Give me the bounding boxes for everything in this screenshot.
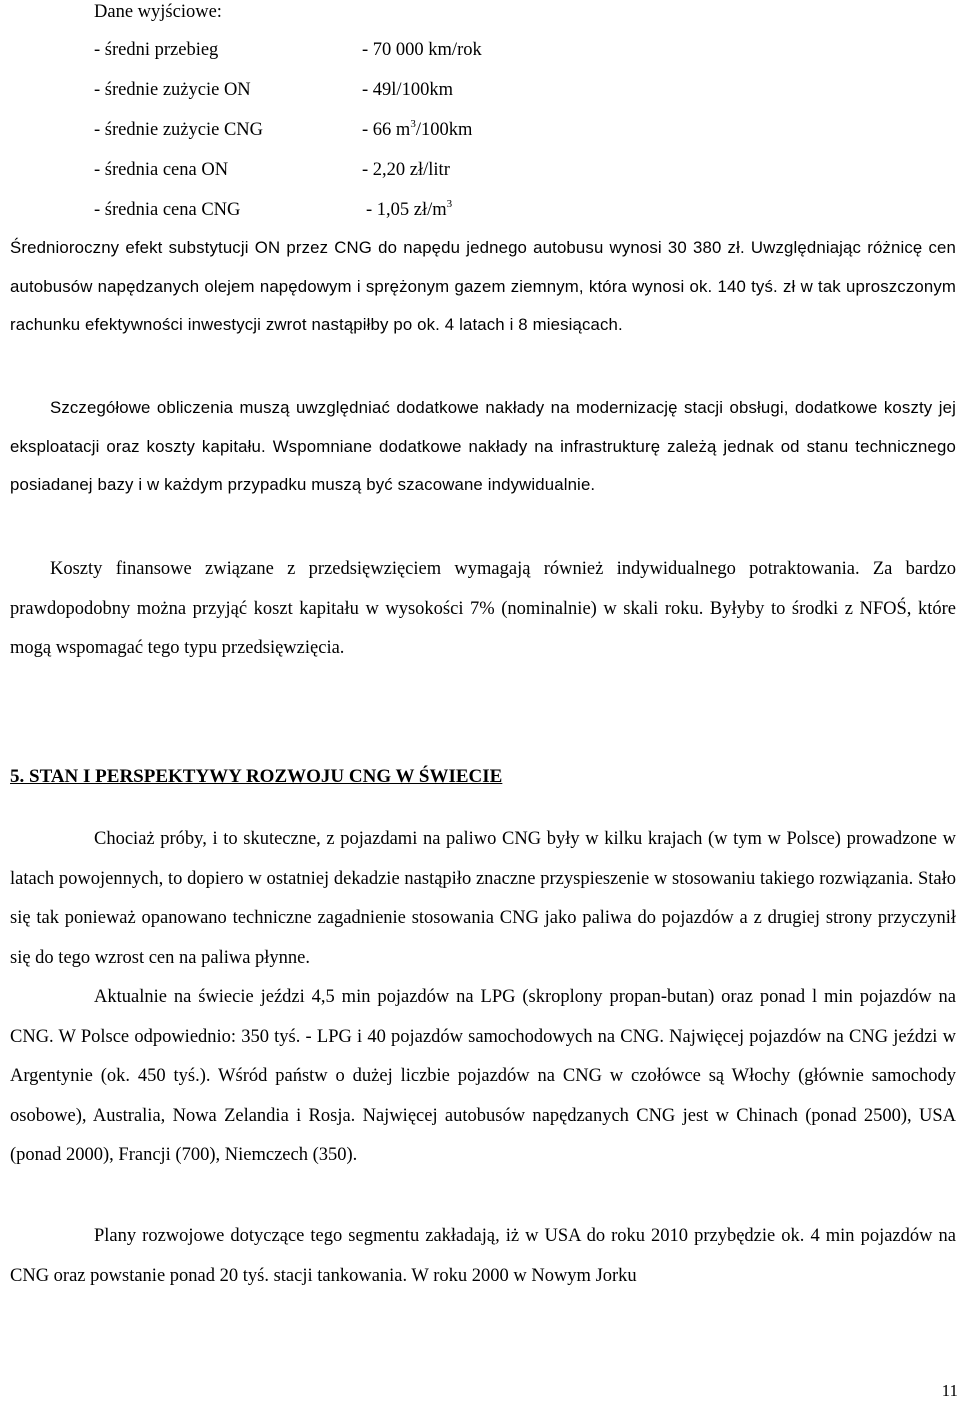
paragraph-cng-statistics: Aktualnie na świecie jeździ 4,5 min pojazdów na LPG (skroplony propan-butan) oraz ponad l min pojazdów na CNG. W Polsce odpowiednio: 350 tyś. - LPG i 40 pojazdów samochodowych na CNG. Najwięcej pojazdów na CNG jeździ w Argentynie (ok. 450 tyś.). Wśród państw o dużej liczbie pojazdów na CNG w czołówce są Włochy (głównie samochody osobowe), Australia, Nowa Zelandia i Rosja. Najwięcej autobusów napędzanych CNG jest w Chinach (ponad 2500), USA (ponad 2000), Francji (700), Niemczech (350). <box>10 987 956 1166</box>
input-row-label: - średnia cena ON <box>94 160 229 180</box>
paragraph-financial-costs: Koszty finansowe związane z przedsięwzięciem wymagają również indywidualnego potraktowania. Za bardzo prawdopodobny można przyjąć koszt kapitału w wysokości 7% (nominalnie) w skali roku. Byłyby to środki z NFOŚ, które mogą wspomagać tego typu przedsięwzięcia. <box>10 559 956 659</box>
input-row-value: - 1,05 $zł/m^3$ <box>366 198 453 220</box>
input-row-value: - 49l/100km <box>362 80 453 100</box>
paragraph-substitution-effect: Średnioroczny efekt substytucji ON przez CNG do napędu jednego autobusu wynosi 30 380 zł. Uwzględniając różnicę cen autobusów napędzanych olejem napędowym i sprężonym gazem ziemnym, która wynosi ok. 140 tyś. zł w tak uproszczonym rachunku efektywności inwestycji zwrot nastąpiłby po ok. 4 latach i 8 miesiącach. <box>10 238 956 334</box>
input-row-value: - 70 000 km/rok <box>362 40 482 60</box>
paragraph-development-plans: Plany rozwojowe dotyczące tego segmentu zakładają, iż w USA do roku 2010 przybędzie ok. 4 min pojazdów na CNG oraz powstanie ponad 20 tyś. stacji tankowania. W roku 2000 w Nowym Jorku <box>10 1226 956 1286</box>
page-number: 11 <box>941 1381 958 1400</box>
input-row-value: - 2,20 zł/litr <box>362 160 450 180</box>
section-title: 5. STAN I PERSPEKTYWY ROZWOJU CNG W ŚWIECIE <box>10 766 503 787</box>
paragraph-cng-history: Chociaż próby, i to skuteczne, z pojazdami na paliwo CNG były w kilku krajach (w tym w Polsce) prowadzone w latach powojennych, to dopiero w ostatniej dekadzie nastąpiło znaczne przyspieszenie w stosowaniu takiego rozwiązania. Stało się tak ponieważ opanowano techniczne zagadnienie stosowania CNG jako paliwa do pojazdów a z drugiej strony przyczynił się do tego wzrost cen na paliwa płynne. <box>10 829 956 968</box>
input-row-label: - średnie zużycie CNG <box>94 120 264 140</box>
input-row-label: - średni przebieg <box>94 40 219 60</box>
input-row-label: - średnie zużycie ON <box>94 80 251 100</box>
input-data-heading: Dane wyjściowe: <box>94 2 222 22</box>
input-row-value: - 66 $m^3/100km$ <box>362 118 473 140</box>
input-row-label: - średnia cena CNG <box>94 200 241 220</box>
paragraph-detailed-calculations: Szczegółowe obliczenia muszą uwzględniać dodatkowe nakłady na modernizację stacji obsługi, dodatkowe koszty jej eksploatacji oraz koszty kapitału. Wspomniane dodatkowe nakłady na infrastrukturę zależą jednak od stanu technicznego posiadanej bazy i w każdym przypadku muszą być szacowane indywidualnie. <box>10 398 956 494</box>
